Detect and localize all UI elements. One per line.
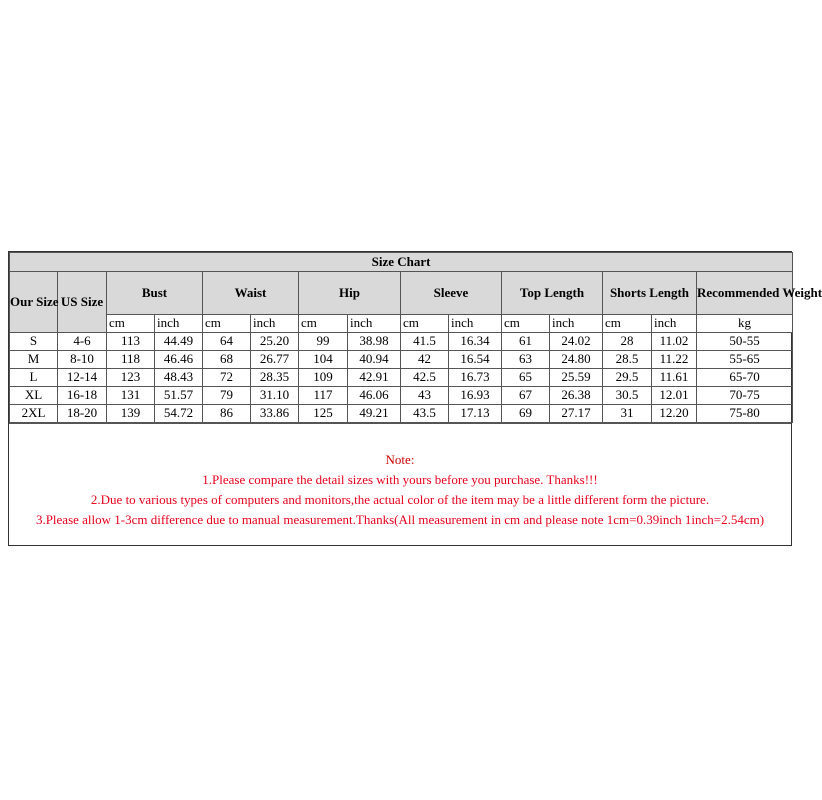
cell-shorts-in: 11.02 [652,333,697,351]
cell-waist-cm: 68 [203,351,251,369]
cell-bust-cm: 113 [107,333,155,351]
cell-us: 4-6 [58,333,107,351]
unit-sleeve-inch: inch [449,315,502,333]
cell-our: XL [10,387,58,405]
cell-weight: 55-65 [697,351,793,369]
header-shorts-length: Shorts Length [603,272,697,315]
header-recommended-weight: Recommended Weight [697,272,793,315]
cell-top-in: 24.02 [550,333,603,351]
table-row [10,405,793,423]
table-row [10,387,793,405]
table-row [10,351,793,369]
cell-hip-in: 38.98 [348,333,401,351]
header-our-size: Our Size [10,272,58,333]
cell-us: 18-20 [58,405,107,423]
unit-waist-cm: cm [203,315,251,333]
header-hip: Hip [299,272,401,315]
cell-hip-in: 42.91 [348,369,401,387]
cell-weight: 65-70 [697,369,793,387]
cell-shorts-in: 11.61 [652,369,697,387]
cell-shorts-cm: 31 [603,405,652,423]
cell-weight: 50-55 [697,333,793,351]
cell-our: 2XL [10,405,58,423]
cell-hip-in: 49.21 [348,405,401,423]
unit-bust-inch: inch [155,315,203,333]
note-line-2: 2.Due to various types of computers and monitors,the actual color of the item may be a little different form the picture. [90,492,710,507]
cell-sleeve-in: 16.93 [449,387,502,405]
cell-top-cm: 69 [502,405,550,423]
header-us-size: US Size [58,272,107,333]
cell-sleeve-in: 16.34 [449,333,502,351]
unit-top-inch: inch [550,315,603,333]
table-row [10,369,793,387]
unit-waist-inch: inch [251,315,299,333]
cell-sleeve-cm: 42 [401,351,449,369]
unit-shorts-inch: inch [652,315,697,333]
cell-hip-cm: 125 [299,405,348,423]
cell-bust-in: 44.49 [155,333,203,351]
unit-top-cm: cm [502,315,550,333]
cell-shorts-cm: 28.5 [603,351,652,369]
unit-shorts-cm: cm [603,315,652,333]
cell-top-in: 25.59 [550,369,603,387]
cell-us: 12-14 [58,369,107,387]
size-chart-table [9,252,822,423]
note-heading: Note: [385,452,415,467]
cell-top-cm: 61 [502,333,550,351]
cell-sleeve-cm: 43.5 [401,405,449,423]
cell-hip-cm: 117 [299,387,348,405]
cell-hip-in: 40.94 [348,351,401,369]
cell-weight: 75-80 [697,405,793,423]
cell-bust-cm: 131 [107,387,155,405]
cell-waist-in: 28.35 [251,369,299,387]
cell-hip-in: 46.06 [348,387,401,405]
cell-bust-in: 51.57 [155,387,203,405]
cell-waist-in: 25.20 [251,333,299,351]
cell-top-in: 24.80 [550,351,603,369]
header-waist: Waist [203,272,299,315]
note-line-3: 3.Please allow 1-3cm difference due to manual measurement.Thanks(All measurement in cm and please note 1cm=0.39inch 1inch=2.54cm) [35,512,765,527]
chart-title: Size Chart [10,253,793,272]
unit-bust-cm: cm [107,315,155,333]
cell-bust-cm: 123 [107,369,155,387]
cell-hip-cm: 99 [299,333,348,351]
cell-shorts-cm: 30.5 [603,387,652,405]
cell-hip-cm: 104 [299,351,348,369]
cell-waist-cm: 79 [203,387,251,405]
unit-hip-cm: cm [299,315,348,333]
cell-shorts-in: 11.22 [652,351,697,369]
cell-shorts-in: 12.20 [652,405,697,423]
cell-sleeve-in: 16.54 [449,351,502,369]
cell-shorts-cm: 28 [603,333,652,351]
cell-top-cm: 65 [502,369,550,387]
cell-sleeve-cm: 43 [401,387,449,405]
unit-hip-inch: inch [348,315,401,333]
size-chart [8,251,822,546]
note-line-1: 1.Please compare the detail sizes with yours before you purchase. Thanks!!! [202,472,598,487]
cell-shorts-in: 12.01 [652,387,697,405]
unit-weight-kg: kg [697,315,793,333]
table-row [10,333,793,351]
cell-our: S [10,333,58,351]
cell-bust-cm: 139 [107,405,155,423]
cell-top-in: 27.17 [550,405,603,423]
cell-sleeve-in: 17.13 [449,405,502,423]
cell-bust-in: 54.72 [155,405,203,423]
cell-hip-cm: 109 [299,369,348,387]
cell-top-in: 26.38 [550,387,603,405]
header-top-length: Top Length [502,272,603,315]
cell-waist-cm: 72 [203,369,251,387]
cell-sleeve-in: 16.73 [449,369,502,387]
cell-our: L [10,369,58,387]
cell-bust-in: 48.43 [155,369,203,387]
note-box [9,423,791,545]
cell-weight: 70-75 [697,387,793,405]
header-sleeve: Sleeve [401,272,502,315]
cell-bust-in: 46.46 [155,351,203,369]
cell-top-cm: 67 [502,387,550,405]
header-bust: Bust [107,272,203,315]
cell-waist-in: 31.10 [251,387,299,405]
cell-top-cm: 63 [502,351,550,369]
cell-waist-cm: 86 [203,405,251,423]
cell-bust-cm: 118 [107,351,155,369]
size-rows [10,333,793,423]
cell-sleeve-cm: 42.5 [401,369,449,387]
cell-our: M [10,351,58,369]
unit-sleeve-cm: cm [401,315,449,333]
cell-waist-in: 33.86 [251,405,299,423]
cell-waist-cm: 64 [203,333,251,351]
cell-sleeve-cm: 41.5 [401,333,449,351]
cell-shorts-cm: 29.5 [603,369,652,387]
cell-waist-in: 26.77 [251,351,299,369]
cell-us: 8-10 [58,351,107,369]
cell-us: 16-18 [58,387,107,405]
